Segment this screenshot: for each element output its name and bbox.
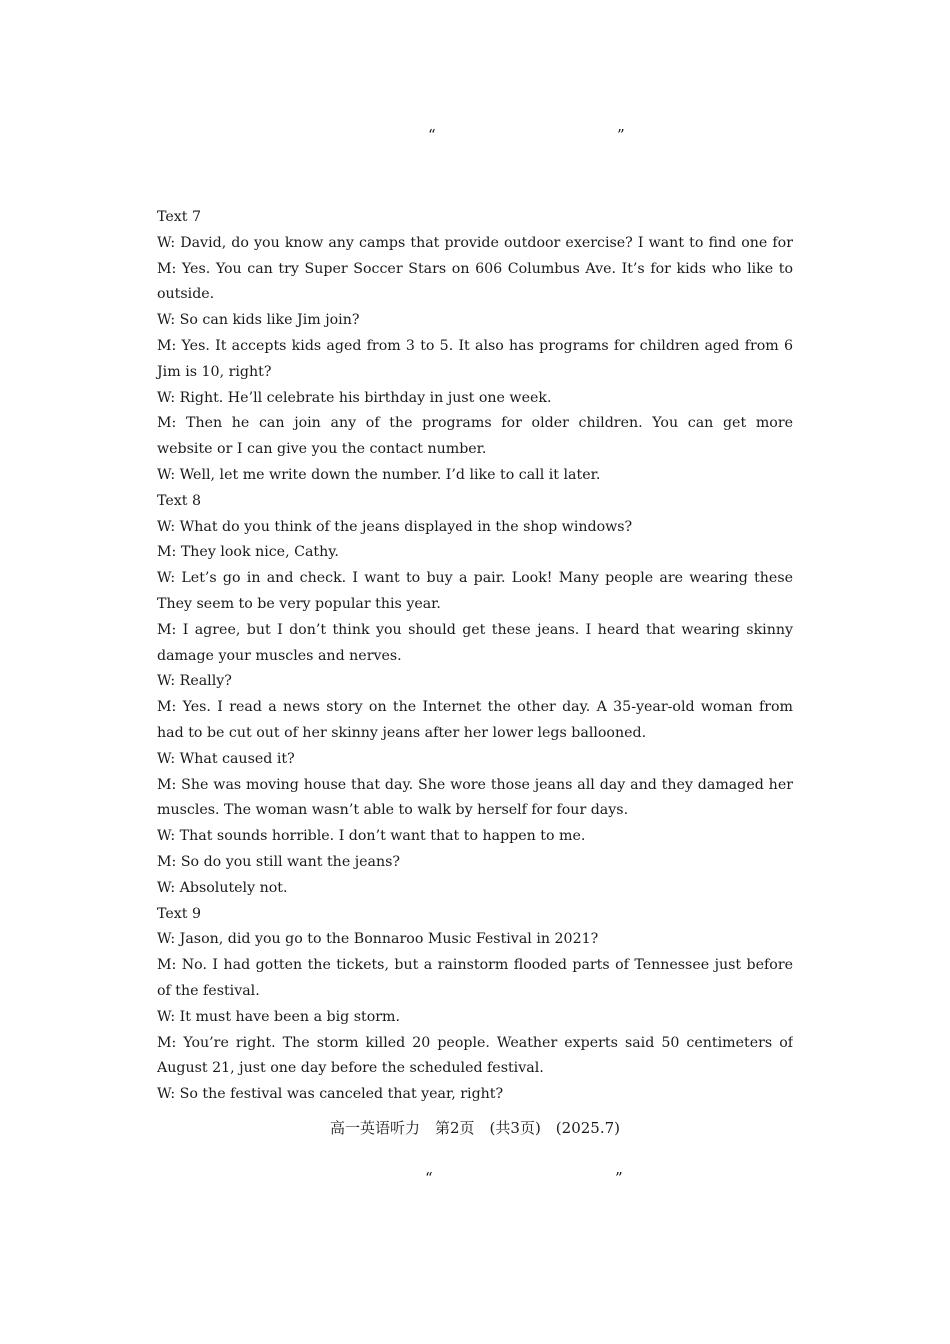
section-heading: Text 8 [157, 492, 201, 509]
transcript-line: M: Then he can join any of the programs for older children. You can get more [157, 415, 793, 432]
transcript-line: W: David, do you know any camps that provide outdoor exercise? I want to find one for [157, 234, 793, 251]
transcript-line: W: So the festival was canceled that year, right? [157, 1086, 504, 1103]
transcript-line: Jim is 10, right? [157, 363, 272, 380]
transcript-line: M: Yes. It accepts kids aged from 3 to 5. It also has programs for children aged from 6 [157, 337, 793, 354]
transcript-line: W: Well, let me write down the number. I’d like to call it later. [157, 466, 601, 483]
transcript-line: M: They look nice, Cathy. [157, 544, 339, 561]
transcript-line: M: Yes. You can try Super Soccer Stars on 606 Columbus Ave. It’s for kids who like to [157, 260, 793, 277]
transcript-line: W: Absolutely not. [157, 879, 288, 896]
transcript-line: M: She was moving house that day. She wore those jeans all day and they damaged her [157, 776, 793, 793]
transcript-line: damage your muscles and nerves. [157, 647, 402, 664]
transcript-line: August 21, just one day before the scheduled festival. [157, 1060, 544, 1077]
transcript-line: W: Jason, did you go to the Bonnaroo Music Festival in 2021? [157, 931, 599, 948]
transcript-line: W: Let’s go in and check. I want to buy a pair. Look! Many people are wearing these [157, 570, 793, 587]
transcript-line: W: It must have been a big storm. [157, 1008, 401, 1025]
top-left-quote: “ [428, 126, 436, 144]
top-right-quote: ” [617, 126, 625, 144]
transcript-line: W: Right. He’ll celebrate his birthday in just one week. [157, 389, 552, 406]
transcript-line: M: No. I had gotten the tickets, but a rainstorm flooded parts of Tennessee just before [157, 957, 793, 974]
transcript-line: M: So do you still want the jeans? [157, 853, 401, 870]
transcript-line: M: Yes. I read a news story on the Internet the other day. A 35-year-old woman from [157, 699, 793, 716]
section-heading: Text 9 [157, 905, 201, 922]
transcript-line: W: Really? [157, 673, 232, 690]
transcript-line: They seem to be very popular this year. [157, 595, 441, 612]
transcript-line: M: You’re right. The storm killed 20 people. Weather experts said 50 centimeters of [157, 1034, 793, 1051]
section-heading: Text 7 [157, 209, 201, 225]
transcript-line: W: What do you think of the jeans displayed in the shop windows? [157, 518, 633, 535]
transcript-line: website or I can give you the contact number. [157, 441, 487, 458]
bottom-left-quote: “ [425, 1169, 433, 1187]
transcript-line: had to be cut out of her skinny jeans after her lower legs ballooned. [157, 724, 647, 741]
bottom-quote-marks [0, 1168, 950, 1188]
transcript-line: W: So can kids like Jim join? [157, 312, 360, 329]
transcript-line: muscles. The woman wasn’t able to walk by herself for four days. [157, 802, 629, 819]
transcript-line: of the festival. [157, 982, 260, 999]
listening-transcript [157, 205, 793, 1108]
page-footer: 高一英语听力 第2页 (共3页) (2025.7) [330, 1119, 620, 1137]
top-quote-marks [0, 125, 950, 145]
bottom-right-quote: ” [615, 1169, 623, 1187]
transcript-line: W: What caused it? [157, 750, 295, 767]
transcript-line: W: That sounds horrible. I don’t want that to happen to me. [157, 828, 586, 845]
transcript-line: outside. [157, 286, 215, 303]
transcript-line: M: I agree, but I don’t think you should get these jeans. I heard that wearing skinny [157, 621, 793, 638]
